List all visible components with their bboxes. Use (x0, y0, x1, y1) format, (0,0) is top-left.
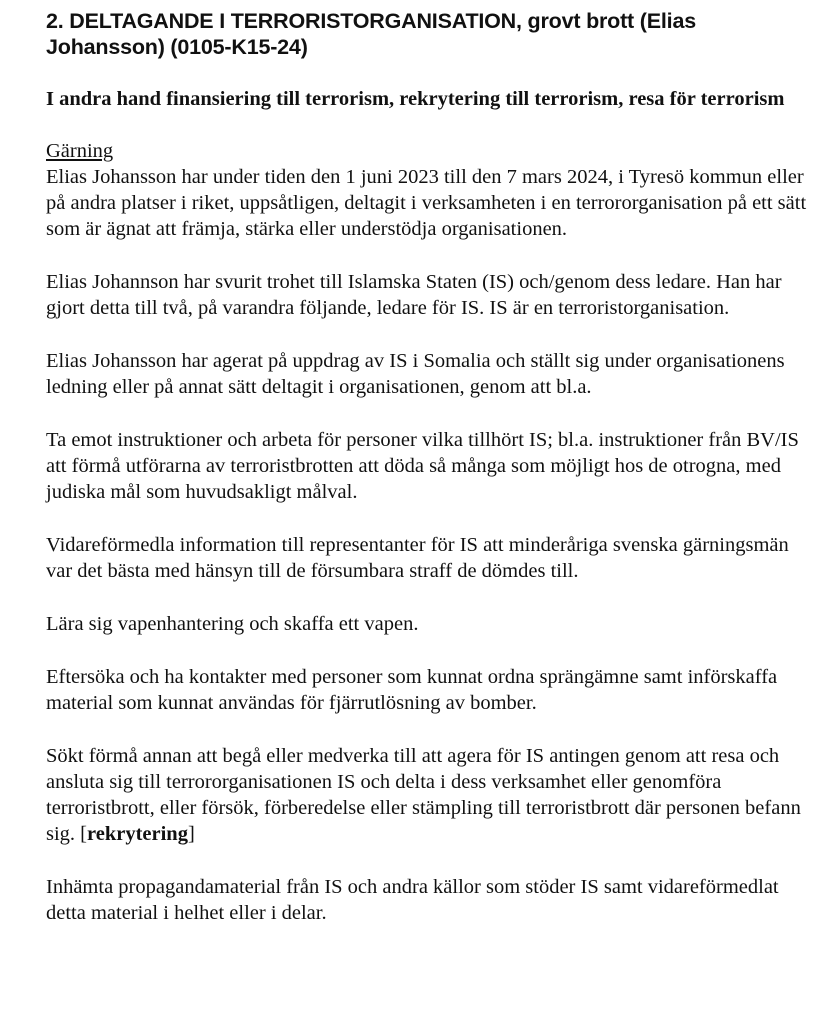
charge-heading: 2. DELTAGANDE I TERRORISTORGANISATION, grovt brott (Elias Johansson) (0105-K15-24) (46, 9, 696, 59)
document-page (46, 8, 816, 926)
paragraph-offence-description: Elias Johansson har under tiden den 1 juni 2023 till den 7 mars 2024, i Tyresö kommun eller på andra platser i riket, uppsåtligen, deltagit i verksamheten i en terrororganisation på ett sätt som är ägnat att främja, stärka eller understödja organisationen. (46, 166, 807, 240)
paragraph-propaganda: Inhämta propagandamaterial från IS och andra källor som stöder IS samt vidareförmedlat detta material i helhet eller i delar. (46, 876, 779, 924)
recruitment-text: Sökt förmå annan att begå eller medverka till att agera för IS antingen genom att resa och ansluta sig till terrororganisationen IS och delta i dess verksamhet eller genomföra terroristbrott, eller försök, förberedelse eller stämpling till terroristbrott där personen befann sig. [ (46, 745, 801, 845)
paragraph-recruitment (46, 743, 816, 847)
alternative-charges-subheading: I andra hand finansiering till terrorism, rekrytering till terrorism, resa för terrorism (46, 88, 785, 110)
paragraph-information: Vidareförmedla information till representanter för IS att minderåriga svenska gärningsmän var det bästa med hänsyn till de försumbara straff de dömdes till. (46, 534, 789, 582)
paragraph-allegiance: Elias Johannson har svurit trohet till Islamska Staten (IS) och/genom dess ledare. Han har gjort detta till två, på varandra följande, ledare för IS. IS är en terroristorganisation. (46, 271, 782, 319)
recruitment-closing-bracket: ] (187, 823, 195, 845)
recruitment-tag: rekrytering (87, 823, 188, 845)
paragraph-instructions: Ta emot instruktioner och arbeta för personer vilka tillhört IS; bl.a. instruktioner från BV/IS att förmå utförarna av terroristbrotten att döda så många som möjligt hos de otrogna, med judiska mål som huvudsakligt målval. (46, 429, 799, 503)
paragraph-explosives: Eftersöka och ha kontakter med personer som kunnat ordna sprängämne samt införskaffa material som kunnat användas för fjärrutlösning av bomber. (46, 666, 778, 714)
section-label-garning: Gärning (46, 140, 114, 162)
paragraph-acting-on-behalf: Elias Johansson har agerat på uppdrag av IS i Somalia och ställt sig under organisationens ledning eller på annat sätt deltagit i organisationen, genom att bl.a. (46, 350, 785, 398)
paragraph-weapons: Lära sig vapenhantering och skaffa ett vapen. (46, 613, 419, 635)
paragraph-list (46, 164, 816, 926)
